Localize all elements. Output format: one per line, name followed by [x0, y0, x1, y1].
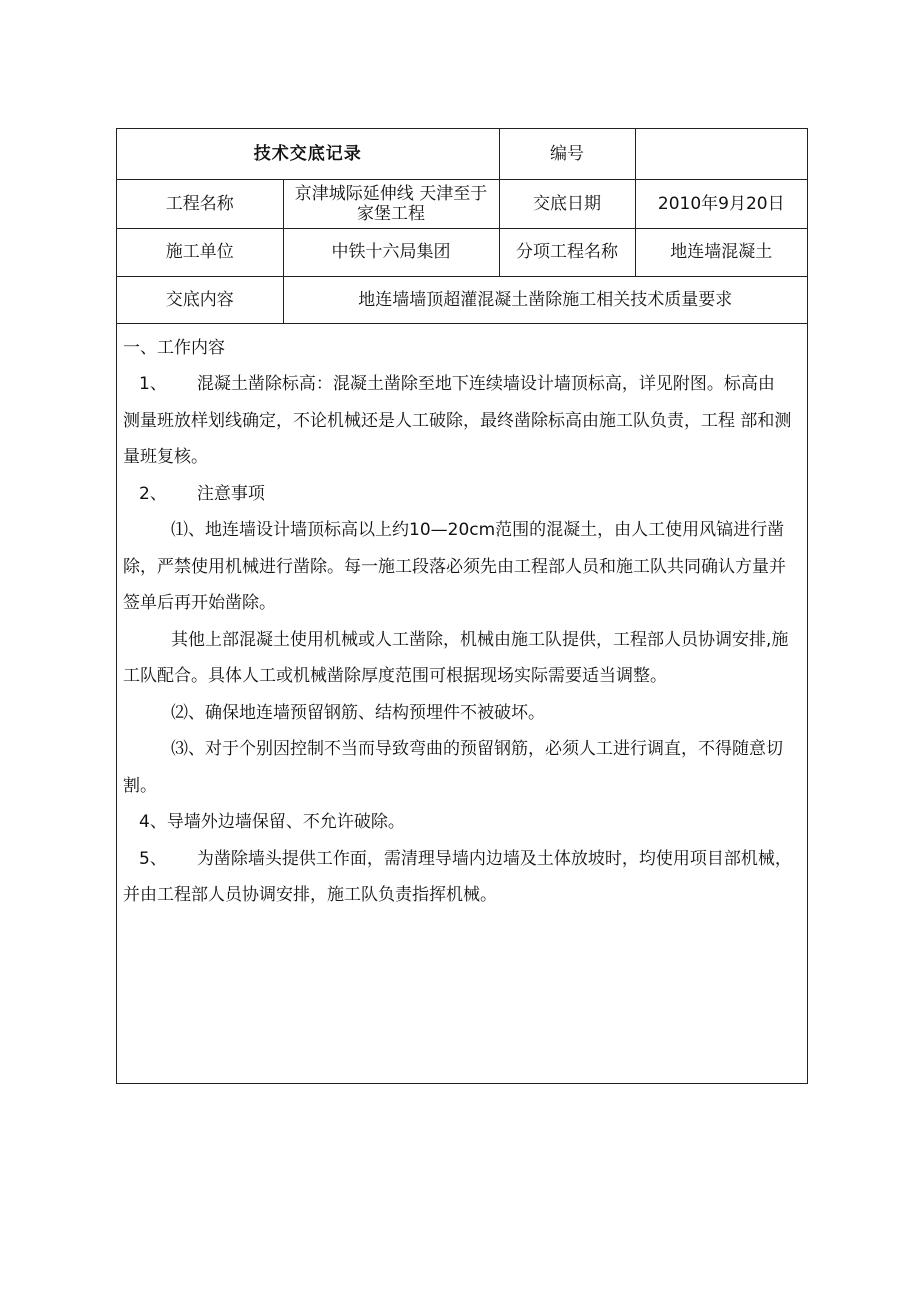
item-5-number: 5、	[139, 848, 167, 869]
disclosure-content	[117, 324, 807, 914]
section-work-content: 一、工作内容	[123, 337, 225, 358]
form-header-table	[117, 129, 807, 324]
content-value: 地连墙墙顶超灌混凝土凿除施工相关技术质量要求	[283, 276, 807, 323]
subitem-2: ⑵、确保地连墙预留钢筋、结构预埋件不被破坏。	[171, 702, 545, 723]
item-5	[123, 841, 793, 914]
subproject-value: 地连墙混凝土	[635, 228, 807, 276]
technical-disclosure-form	[116, 128, 808, 1084]
item-2	[123, 476, 793, 513]
project-name-value: 京津城际延伸线 天津至于家堡工程	[283, 179, 499, 228]
date-label: 交底日期	[499, 179, 635, 228]
content-label: 交底内容	[117, 276, 283, 323]
date-value: 2010年9月20日	[635, 179, 807, 228]
subitem-1-continued: 其他上部混凝土使用机械或人工凿除，机械由施工队提供，工程部人员协调安排,施工队配合。具体人工或机械凿除厚度范围可根据现场实际需要适当调整。	[123, 629, 789, 686]
subproject-label: 分项工程名称	[499, 228, 635, 276]
item-4: 4、导墙外边墙保留、不允许破除。	[139, 812, 405, 832]
subitem-3: ⑶、对于个别因控制不当而导致弯曲的预留钢筋，必须人工进行调直，不得随意切割。	[123, 739, 783, 796]
item-1-number: 1、	[139, 374, 167, 394]
number-label: 编号	[499, 129, 635, 179]
project-name-label: 工程名称	[117, 179, 283, 228]
item-2-text: 注意事项	[196, 483, 265, 504]
construction-unit-value: 中铁十六局集团	[283, 228, 499, 276]
number-value	[635, 129, 807, 179]
subitem-1: ⑴、地连墙设计墙顶标高以上约10—20cm范围的混凝土，由人工使用风镐进行凿除，严禁使用机械进行凿除。每一施工段落必须先由工程部人员和施工队共同确认方量并签单后再开始凿除。	[123, 520, 786, 613]
form-title: 技术交底记录	[117, 129, 499, 179]
item-5-text: 为凿除墙头提供工作面，需清理导墙内边墙及土体放坡时，均使用项目部机械， 并由工程部人员协调安排，施工队负责指挥机械。	[123, 848, 792, 905]
item-2-number: 2、	[139, 483, 167, 504]
item-1-text: 混凝土凿除标高：混凝土凿除至地下连续墙设计墙顶标高，详见附图。标高由 测量班放样划线确定，不论机械还是人工破除，最终凿除标高由施工队负责，工程 部和测量班复核。	[123, 374, 792, 467]
construction-unit-label: 施工单位	[117, 228, 283, 276]
item-1	[123, 366, 793, 476]
